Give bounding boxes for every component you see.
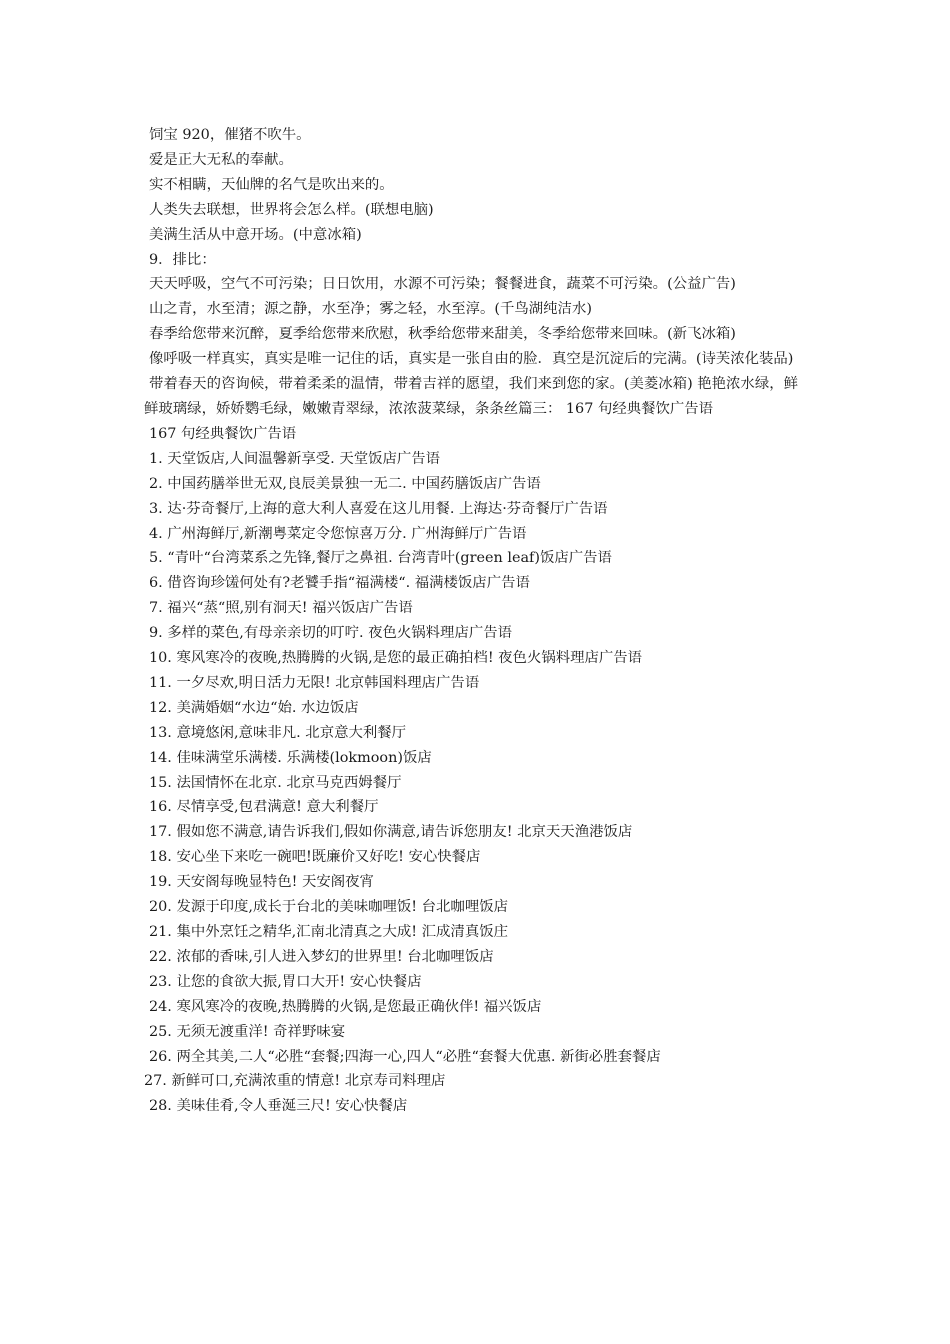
paragraph: 带着春天的咨询候，带着柔柔的温情，带着吉祥的愿望，我们来到您的家。(美菱冰箱) 艳艳浓水绿，鲜鲜玻璃绿，娇娇鹦毛绿，嫩嫩青翠绿，浓浓菠菜绿，条条丝篇三： 167 句经典餐饮广告语: [144, 376, 798, 417]
list-item: 28. 美味佳肴,令人垂涎三尺! 安心快餐店: [149, 1098, 408, 1115]
list-item: 11. 一夕尽欢,明日活力无限! 北京韩国料理店广告语: [149, 674, 480, 691]
text-line: 爱是正大无私的奉献。: [149, 151, 293, 168]
text-line: 实不相瞒，天仙牌的名气是吹出来的。: [149, 176, 394, 193]
list-item: 27. 新鲜可口,充满浓重的情意! 北京寿司料理店: [144, 1073, 446, 1090]
list-item: 14. 佳味满堂乐满楼. 乐满楼(lokmoon)饭店: [149, 749, 432, 766]
list-item: 23. 让您的食欲大振,胃口大开! 安心快餐店: [149, 973, 422, 990]
text-line: 饲宝 920，催猪不吹牛。: [149, 127, 311, 143]
list-item: 7. 福兴“蒸“照,别有洞天! 福兴饭店广告语: [149, 600, 413, 617]
list-item: 25. 无须无渡重洋! 奇祥野味宴: [149, 1023, 346, 1040]
list-item: 3. 达·芬奇餐厅,上海的意大利人喜爱在这儿用餐. 上海达·芬奇餐厅广告语: [149, 500, 608, 517]
list-item: 4. 广州海鲜厅,新潮粤菜定令您惊喜万分. 广州海鲜厅广告语: [149, 525, 527, 542]
paragraph: 天天呼吸，空气不可污染；日日饮用，水源不可污染；餐餐进食，蔬菜不可污染。(公益广告): [149, 276, 736, 293]
text-line: 美满生活从中意开场。(中意冰箱): [149, 226, 362, 243]
list-item: 13. 意境悠闲,意味非凡. 北京意大利餐厅: [149, 724, 407, 741]
list-item: 20. 发源于印度,成长于台北的美味咖哩饭! 台北咖哩饭店: [149, 899, 508, 916]
list-item: 24. 寒风寒冷的夜晚,热腾腾的火锅,是您最正确伙伴! 福兴饭店: [149, 998, 542, 1015]
list-item: 21. 集中外烹饪之精华,汇南北清真之大成! 汇成清真饭庄: [149, 924, 508, 940]
paragraph: 山之青，水至清；源之静，水至净；雾之轻，水至淳。(千鸟湖纯洁水): [149, 301, 592, 318]
list-item: 12. 美满婚姻“水边“始. 水边饭店: [149, 699, 359, 716]
slogan-list: [144, 447, 810, 1119]
paragraph: 春季给您带来沉醉，夏季给您带来欣慰，秋季给您带来甜美，冬季给您带来回味。(新飞冰箱): [149, 326, 736, 343]
list-item: 19. 天安阁每晚显特色! 天安阁夜宵: [149, 874, 374, 891]
list-item: 26. 两全其美,二人“必胜“套餐;四海一心,四人“必胜“套餐大优惠. 新街必胜套餐店: [149, 1048, 661, 1065]
document-body: [144, 123, 810, 1119]
list-item: 1. 天堂饭店,人间温馨新享受. 天堂饭店广告语: [149, 450, 441, 467]
list-item: 5. “青叶“台湾菜系之先锋,餐厅之鼻祖. 台湾青叶(green leaf)饭店广告语: [149, 550, 612, 567]
list-item: 22. 浓郁的香味,引人进入梦幻的世界里! 台北咖哩饭店: [149, 948, 494, 965]
list-item: 15. 法国情怀在北京. 北京马克西姆餐厅: [149, 774, 402, 791]
list-item: 10. 寒风寒冷的夜晚,热腾腾的火锅,是您的最正确拍档! 夜色火锅料理店广告语: [149, 650, 643, 667]
list-item: 9. 多样的菜色,有母亲亲切的叮咛. 夜色火锅料理店广告语: [149, 625, 513, 642]
list-item: 17. 假如您不满意,请告诉我们,假如你满意,请告诉您朋友! 北京天天渔港饭店: [149, 824, 633, 841]
list-item: 6. 借咨询珍馐何处有?老饕手指“福满楼“. 福满楼饭店广告语: [149, 575, 530, 592]
text-line: 9．排比：: [149, 251, 216, 268]
text-line: 人类失去联想，世界将会怎么样。(联想电脑): [149, 201, 434, 218]
list-item: 18. 安心坐下来吃一碗吧!既廉价又好吃! 安心快餐店: [149, 849, 481, 866]
list-item: 2. 中国药膳举世无双,良辰美景独一无二. 中国药膳饭店广告语: [149, 475, 541, 492]
list-item: 16. 尽情享受,包君满意! 意大利餐厅: [149, 799, 379, 816]
paragraph: 像呼吸一样真实，真实是唯一记住的话，真实是一张自由的脸．真空是沉淀后的完满。(诗芙浓化装品): [149, 351, 794, 368]
section-title: 167 句经典餐饮广告语: [149, 425, 297, 442]
